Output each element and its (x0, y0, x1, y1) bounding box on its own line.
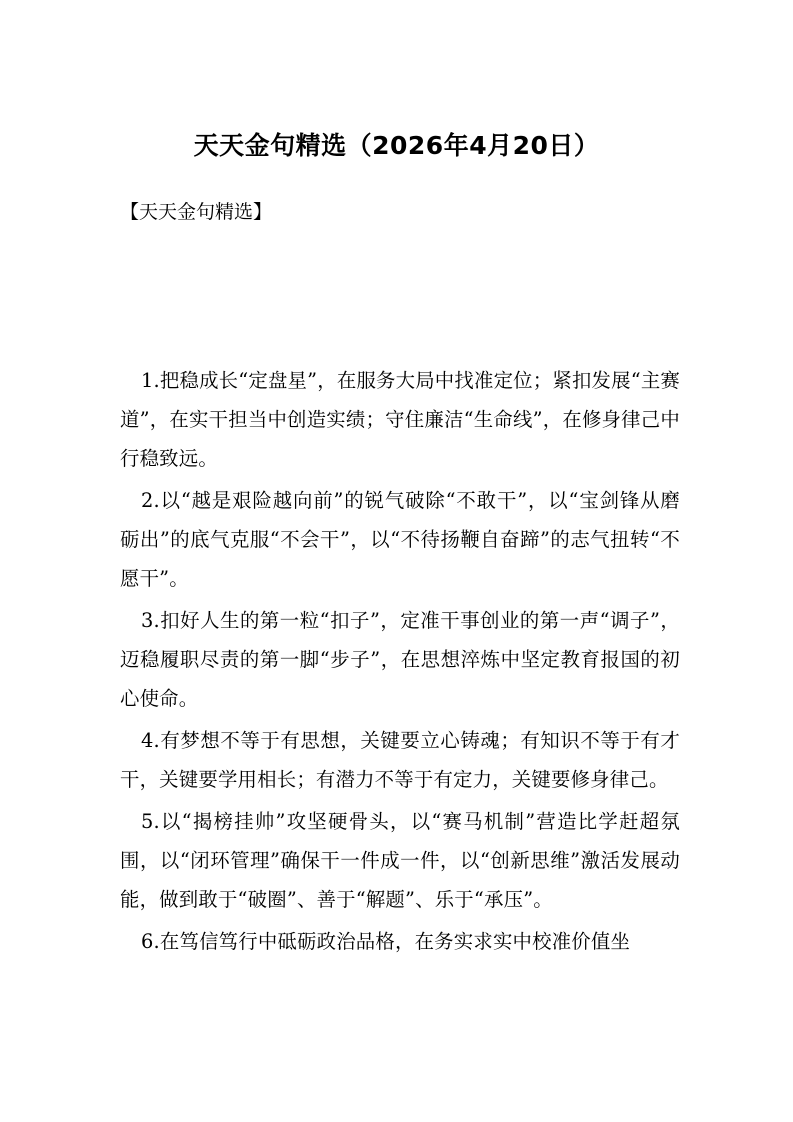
paragraph-6: 6.在笃信笃行中砥砺政治品格，在务实求实中校准价值坐 (141, 930, 631, 953)
document-body (120, 361, 680, 964)
paragraph-5: 5.以“揭榜挂帅”攻坚硬骨头，以“赛马机制”营造比学赶超氛围，以“闭环管理”确保干一件成一件，以“创新思维”激活发展动能，做到敢于“破圈”、善于“解题”、乐于“承压”。 (120, 810, 680, 911)
document-title: 天天金句精选（2026年4月20日） (193, 131, 600, 160)
paragraph-1: 1.把稳成长“定盘星”，在服务大局中找准定位；紧扣发展“主赛道”，在实干担当中创造实绩；守住廉洁“生命线”，在修身律己中行稳致远。 (120, 369, 681, 470)
paragraph-2: 2.以“越是艰险越向前”的锐气破除“不敢干”，以“宝剑锋从磨砺出”的底气克服“不会干”，以“不待扬鞭自奋蹄”的志气扭转“不愿干”。 (120, 489, 680, 590)
paragraph-3: 3.扣好人生的第一粒“扣子”，定准干事创业的第一声“调子”，迈稳履职尽责的第一脚“步子”，在思想淬炼中坚定教育报国的初心使命。 (120, 609, 680, 710)
paragraph-4: 4.有梦想不等于有思想，关键要立心铸魂；有知识不等于有才干，关键要学用相长；有潜力不等于有定力，关键要修身律己。 (120, 729, 680, 791)
section-label: 【天天金句精选】 (120, 201, 273, 223)
